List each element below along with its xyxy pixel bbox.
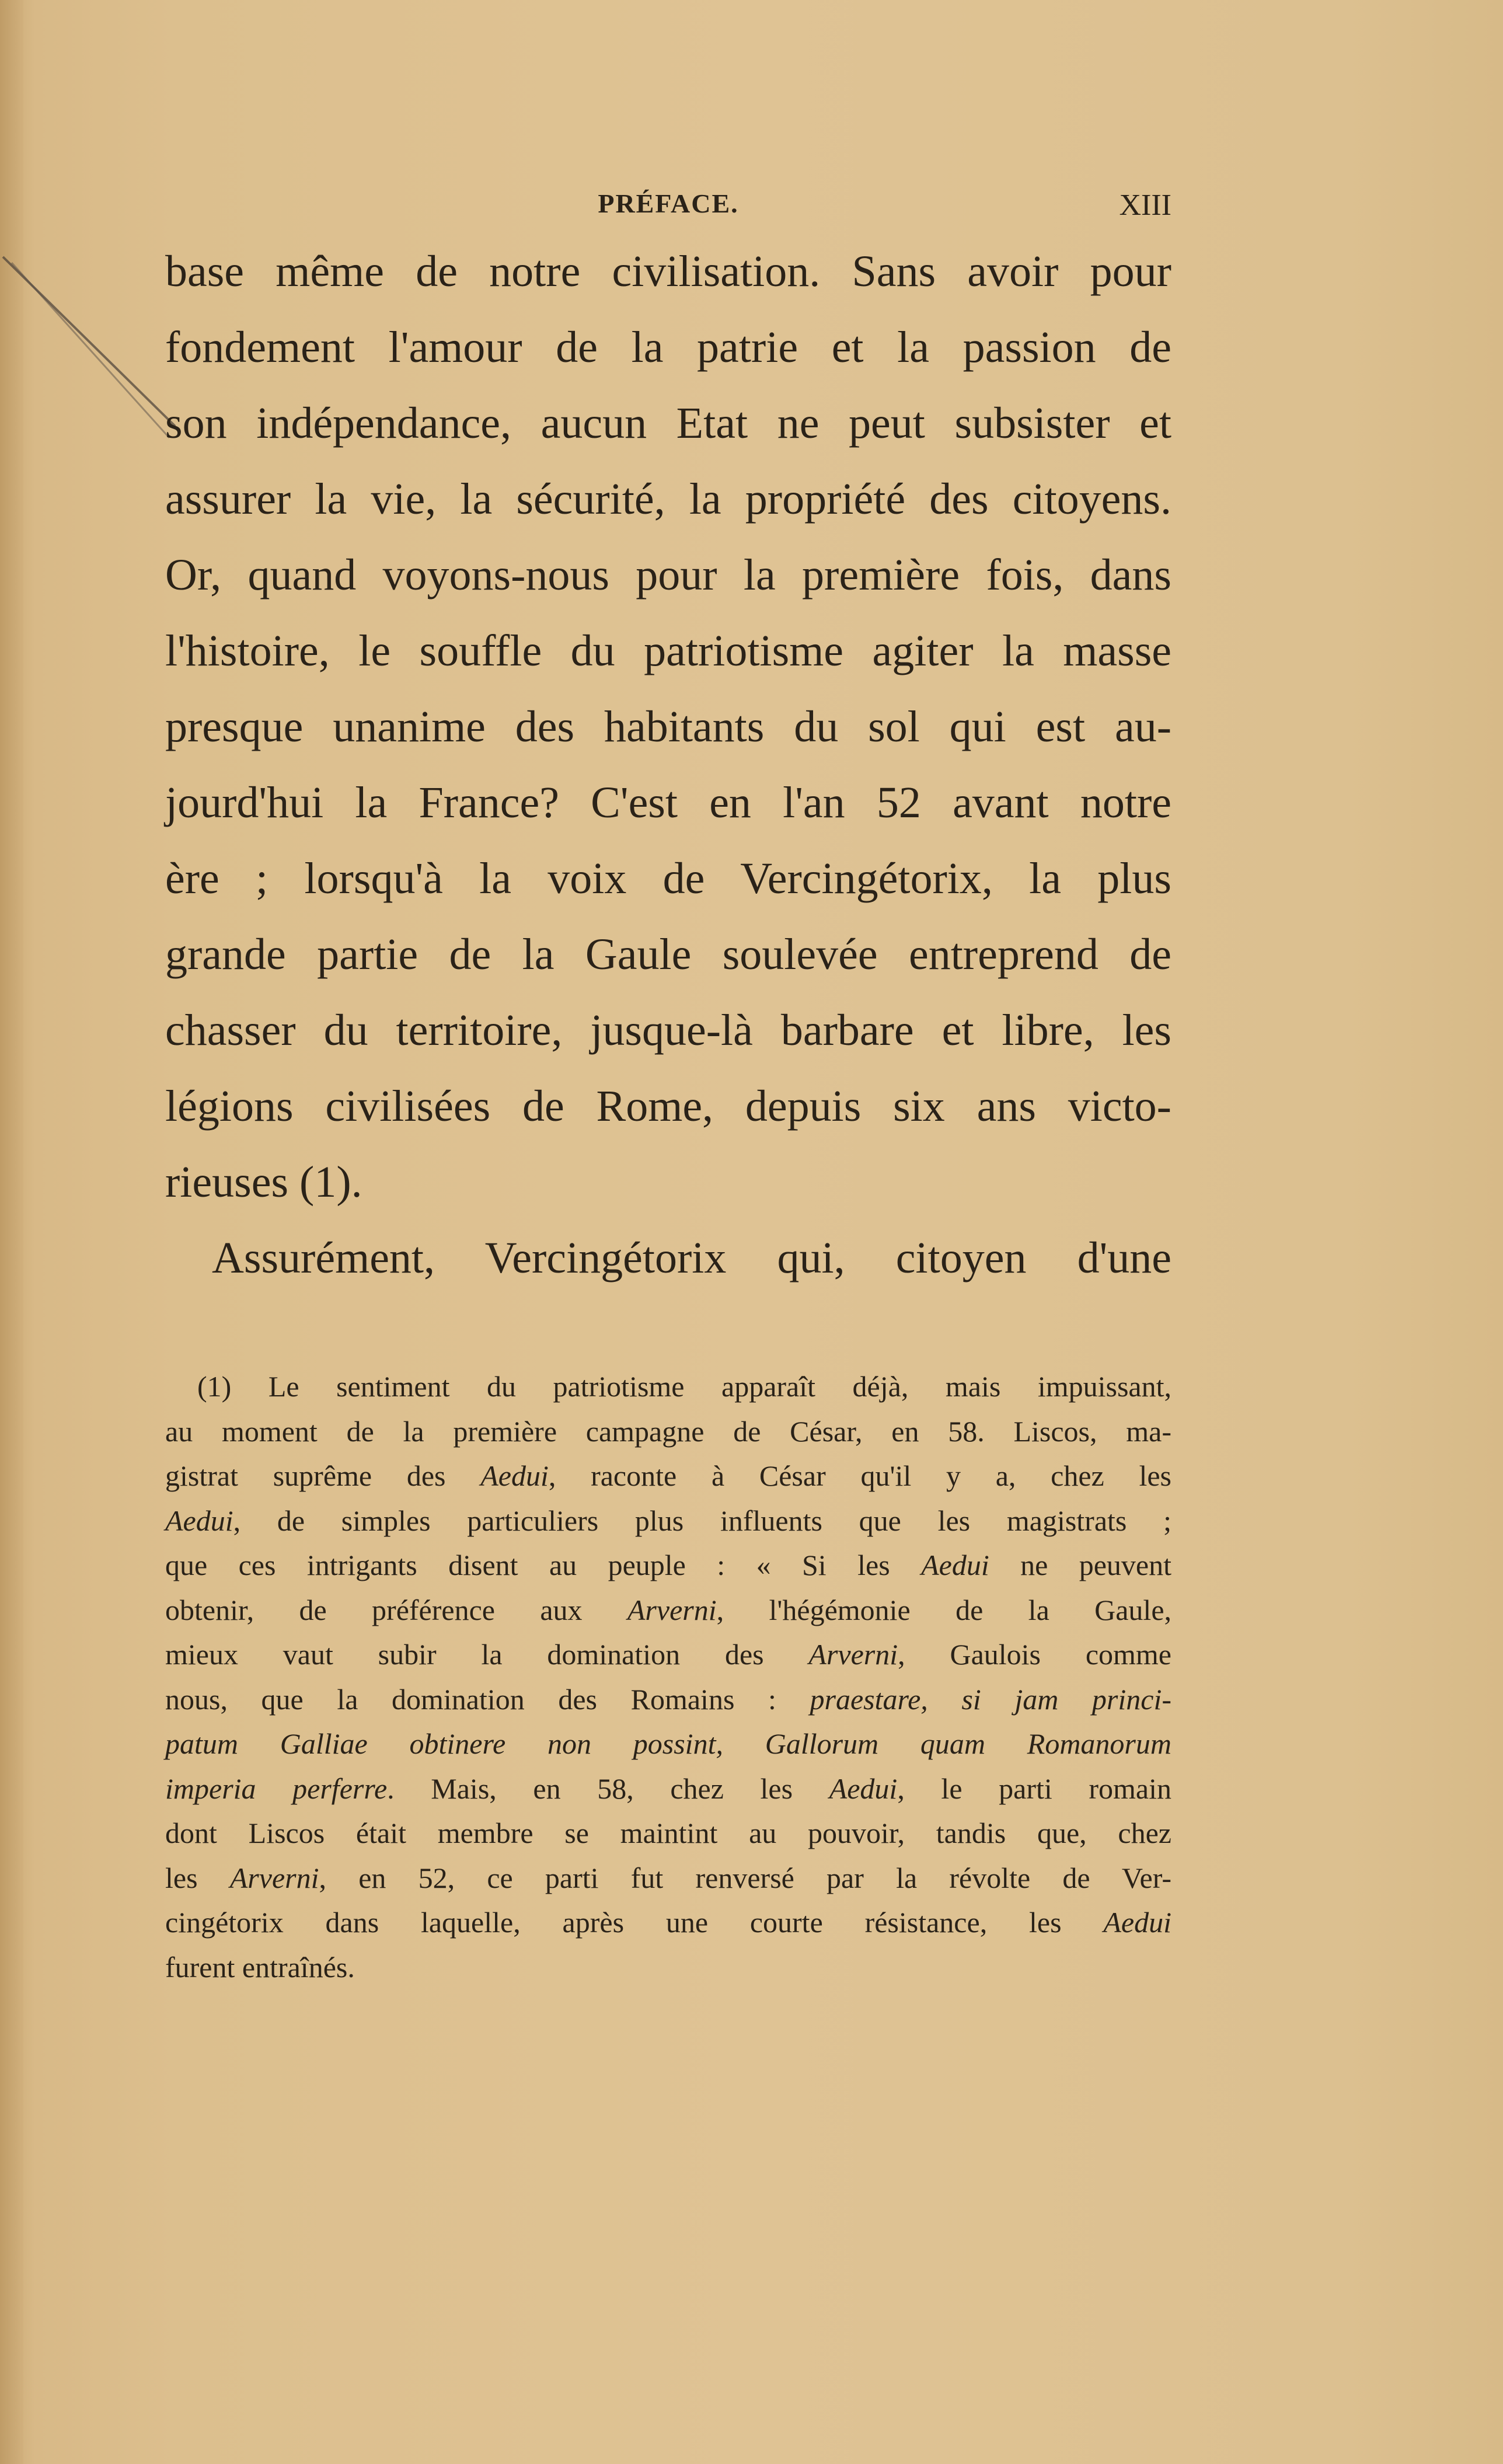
text-segment: furent entraînés. [165,1950,355,1984]
footnote-line [165,1857,1171,1898]
body-line: presque unanime des habitants du sol qui est au- [165,702,1171,751]
footnote-line [165,1813,1171,1853]
text-segment: (1) Le sentiment du patriotisme apparaît déjà, mais impuissant, [197,1370,1171,1403]
text-segment: , de simples particuliers plus influents que les magistrats ; [233,1504,1171,1537]
footnote-line [165,1500,1171,1541]
body-line: ère ; lorsqu'à la voix de Vercingétorix, la plus [165,854,1171,903]
text-segment: nous, que la domination des Romains : [165,1682,810,1716]
italic-text: Arverni [229,1861,319,1894]
text-segment: dont Liscos était membre se maintint au pouvoir, tandis que, chez [165,1817,1171,1849]
body-line: légions civilisées de Rome, depuis six ans victo- [165,1082,1171,1131]
text-segment: au moment de la première campagne de César, en 58. Liscos, ma- [165,1414,1171,1448]
text-segment: obtenir, de préférence aux [165,1593,627,1626]
body-line: Assurément, Vercingétorix qui, citoyen d'une [212,1233,1171,1282]
text-segment: que ces intrigants disent au peuple : « Si les [165,1549,922,1581]
footnote-line [165,1634,1171,1675]
italic-text: Arverni [808,1638,898,1671]
text-segment: gistrat suprême des [165,1459,481,1492]
body-line: assurer la vie, la sécurité, la propriété des citoyens. [165,475,1171,524]
italic-text: Arverni [627,1593,717,1626]
footnote-line [165,1411,1171,1452]
italic-text: Aedui [480,1459,549,1492]
italic-text: Aedui [165,1504,233,1537]
text-segment: , le parti romain [897,1772,1171,1805]
body-line: jourd'hui la France? C'est en l'an 52 avant notre [165,778,1171,827]
footnote-line [165,1545,1171,1585]
body-line: chasser du territoire, jusque-là barbare et libre, les [165,1006,1171,1055]
text-segment: , raconte à César qu'il y a, chez les [548,1459,1171,1492]
italic-text: praestare, si jam princi- [810,1682,1171,1716]
text-segment: ne peuvent [989,1549,1172,1581]
footnote-line [165,1679,1171,1720]
text-segment: , Gaulois comme [898,1638,1171,1671]
footnote-line [165,1455,1171,1496]
body-line: grande partie de la Gaule soulevée entreprend de [165,930,1171,979]
body-line: Or, quand voyons-nous pour la première fois, dans [165,550,1171,600]
text-segment: , l'hégémonie de la Gaule, [716,1593,1172,1626]
text-segment: , en 52, ce parti fut renversé par la révolte de Ver- [319,1861,1171,1894]
text-segment: mieux vaut subir la domination des [165,1638,809,1671]
page-number: XIII [1119,189,1171,222]
footnote-line [165,1768,1171,1809]
footnote-line [165,1590,1171,1630]
text-segment: . Mais, en 58, chez les [387,1772,829,1805]
body-line: son indépendance, aucun Etat ne peut subsister et [165,399,1171,448]
text-segment: cingétorix dans laquelle, après une courte résistance, les [165,1906,1104,1939]
italic-text: Aedui [921,1549,989,1581]
page-header [165,175,1171,222]
footnote-line [165,1723,1171,1764]
italic-text: Aedui [1103,1906,1171,1939]
running-title: PRÉFACE. [598,189,739,218]
text-segment: les [165,1861,230,1894]
body-line: rieuses (1). [165,1158,362,1207]
body-line: base même de notre civilisation. Sans avoir pour [165,247,1171,296]
italic-text: Aedui [829,1772,898,1805]
footnote-line [165,1902,1171,1943]
footnote-line [165,1366,1171,1407]
italic-text: imperia perferre [165,1772,388,1805]
italic-text: patum Galliae obtinere non possint, Gallorum quam Romanorum [165,1727,1171,1760]
footnote-line [165,1947,1171,1988]
body-line: l'histoire, le souffle du patriotisme agiter la masse [165,626,1171,675]
body-line: fondement l'amour de la patrie et la passion de [165,323,1171,372]
